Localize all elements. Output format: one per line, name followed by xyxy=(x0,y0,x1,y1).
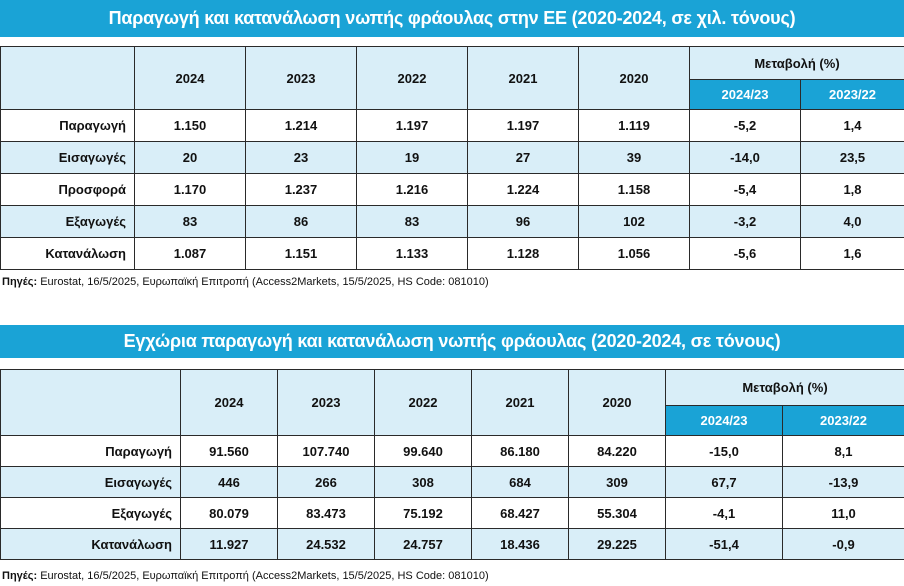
table-cell: 1,4 xyxy=(801,110,904,142)
table-cell: 18.436 xyxy=(472,529,569,560)
table-cell: 1,8 xyxy=(801,174,904,206)
source-label: Πηγές: xyxy=(2,570,38,582)
table-cell: 27 xyxy=(468,142,579,174)
table-cell: -5,6 xyxy=(690,238,801,270)
change-col-header: 2024/23 xyxy=(690,80,801,110)
corner-cell xyxy=(1,47,135,110)
table-cell: -13,9 xyxy=(783,467,904,498)
table-cell: -0,9 xyxy=(783,529,904,560)
row-label: Εξαγωγές xyxy=(1,206,135,238)
table-cell: 1,6 xyxy=(801,238,904,270)
change-col-header: 2023/22 xyxy=(783,406,904,436)
table-cell: 19 xyxy=(357,142,468,174)
row-label: Εξαγωγές xyxy=(1,498,181,529)
table-cell: 29.225 xyxy=(569,529,666,560)
table-cell: -14,0 xyxy=(690,142,801,174)
table-cell: 1.197 xyxy=(468,110,579,142)
table-cell: 24.532 xyxy=(278,529,375,560)
table-cell: 96 xyxy=(468,206,579,238)
table2-source xyxy=(2,570,489,582)
table-cell: 20 xyxy=(135,142,246,174)
table-cell: 1.197 xyxy=(357,110,468,142)
table-cell: -5,4 xyxy=(690,174,801,206)
table-cell: 83 xyxy=(135,206,246,238)
table-row xyxy=(1,110,904,142)
table-cell: 99.640 xyxy=(375,436,472,467)
year-header: 2024 xyxy=(181,370,278,436)
source-label: Πηγές: xyxy=(2,276,38,288)
table-cell: 83 xyxy=(357,206,468,238)
source-text: Eurostat, 16/5/2025, Ευρωπαϊκή Επιτροπή (Access2Markets, 15/5/2025, HS Code: 081010) xyxy=(37,276,489,288)
table-cell: 55.304 xyxy=(569,498,666,529)
table-cell: 1.150 xyxy=(135,110,246,142)
table-cell: 23 xyxy=(246,142,357,174)
table-cell: 86.180 xyxy=(472,436,569,467)
table2 xyxy=(0,369,904,560)
table-cell: 1.119 xyxy=(579,110,690,142)
table-cell: 75.192 xyxy=(375,498,472,529)
table-cell: 1.151 xyxy=(246,238,357,270)
year-header: 2021 xyxy=(468,47,579,110)
table1-title: Παραγωγή και κατανάλωση νωπής φράουλας στην ΕΕ (2020-2024, σε χιλ. τόνους) xyxy=(0,0,904,37)
table-cell: 1.224 xyxy=(468,174,579,206)
change-header: Μεταβολή (%) xyxy=(666,370,904,406)
table-cell: 102 xyxy=(579,206,690,238)
table-cell: 39 xyxy=(579,142,690,174)
change-col-header: 2023/22 xyxy=(801,80,904,110)
table-cell: 446 xyxy=(181,467,278,498)
year-header: 2021 xyxy=(472,370,569,436)
row-label: Κατανάλωση xyxy=(1,238,135,270)
table-row xyxy=(1,498,904,529)
table-cell: -51,4 xyxy=(666,529,783,560)
table-cell: 1.087 xyxy=(135,238,246,270)
row-label: Εισαγωγές xyxy=(1,142,135,174)
year-header: 2023 xyxy=(278,370,375,436)
table-cell: 84.220 xyxy=(569,436,666,467)
table-cell: 91.560 xyxy=(181,436,278,467)
change-header: Μεταβολή (%) xyxy=(690,47,904,80)
table-cell: 1.056 xyxy=(579,238,690,270)
table-cell: -15,0 xyxy=(666,436,783,467)
year-header: 2024 xyxy=(135,47,246,110)
table1-source xyxy=(2,276,489,288)
table-cell: -5,2 xyxy=(690,110,801,142)
table2-title: Εγχώρια παραγωγή και κατανάλωση νωπής φράουλας (2020-2024, σε τόνους) xyxy=(0,325,904,358)
table-row xyxy=(1,206,904,238)
table-cell: 67,7 xyxy=(666,467,783,498)
table1 xyxy=(0,46,904,270)
year-header: 2020 xyxy=(569,370,666,436)
table-row xyxy=(1,174,904,206)
table-cell: 11.927 xyxy=(181,529,278,560)
table-cell: 309 xyxy=(569,467,666,498)
table-row xyxy=(1,529,904,560)
row-label: Εισαγωγές xyxy=(1,467,181,498)
change-col-header: 2024/23 xyxy=(666,406,783,436)
year-header: 2022 xyxy=(357,47,468,110)
table-cell: 11,0 xyxy=(783,498,904,529)
table-cell: 266 xyxy=(278,467,375,498)
table-cell: 86 xyxy=(246,206,357,238)
year-header: 2023 xyxy=(246,47,357,110)
table-cell: 4,0 xyxy=(801,206,904,238)
table-cell: 1.237 xyxy=(246,174,357,206)
source-text: Eurostat, 16/5/2025, Ευρωπαϊκή Επιτροπή (Access2Markets, 15/5/2025, HS Code: 081010) xyxy=(37,570,489,582)
table-cell: 23,5 xyxy=(801,142,904,174)
table-cell: 24.757 xyxy=(375,529,472,560)
table-cell: 80.079 xyxy=(181,498,278,529)
row-label: Παραγωγή xyxy=(1,110,135,142)
year-header: 2020 xyxy=(579,47,690,110)
table-cell: 1.158 xyxy=(579,174,690,206)
table-cell: 8,1 xyxy=(783,436,904,467)
table-cell: 1.128 xyxy=(468,238,579,270)
table-row xyxy=(1,467,904,498)
table-cell: 1.133 xyxy=(357,238,468,270)
table-cell: 1.214 xyxy=(246,110,357,142)
row-label: Κατανάλωση xyxy=(1,529,181,560)
table-cell: 107.740 xyxy=(278,436,375,467)
year-header: 2022 xyxy=(375,370,472,436)
corner-cell xyxy=(1,370,181,436)
table-cell: -4,1 xyxy=(666,498,783,529)
table-row xyxy=(1,142,904,174)
row-label: Προσφορά xyxy=(1,174,135,206)
row-label: Παραγωγή xyxy=(1,436,181,467)
table-cell: 308 xyxy=(375,467,472,498)
table-cell: 1.170 xyxy=(135,174,246,206)
table-cell: 68.427 xyxy=(472,498,569,529)
table-row xyxy=(1,238,904,270)
table-cell: 684 xyxy=(472,467,569,498)
table-row xyxy=(1,436,904,467)
table-cell: 83.473 xyxy=(278,498,375,529)
table-cell: 1.216 xyxy=(357,174,468,206)
table-cell: -3,2 xyxy=(690,206,801,238)
